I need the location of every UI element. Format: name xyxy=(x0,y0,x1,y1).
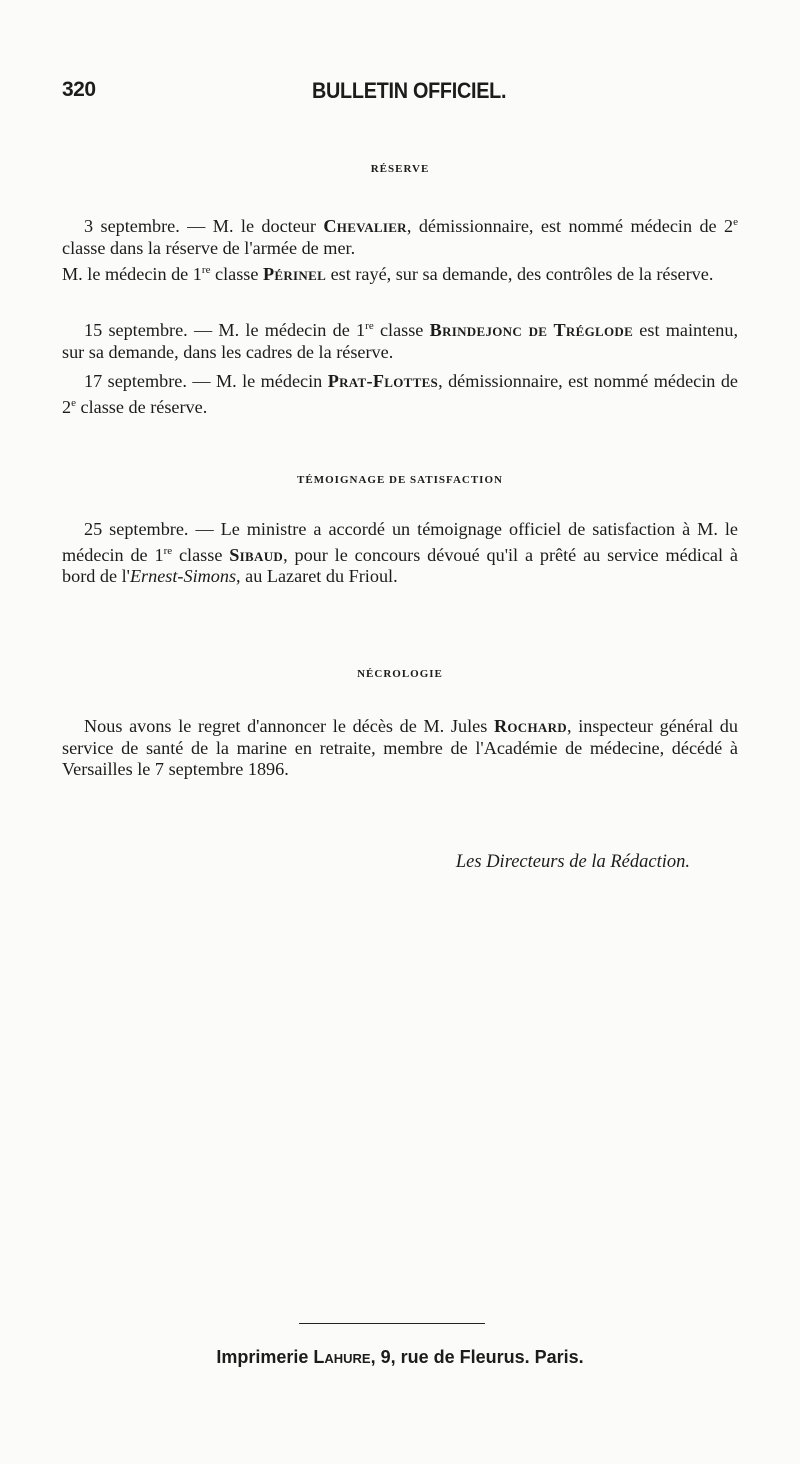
person-name: Brindejonc de Tréglode xyxy=(429,320,634,341)
paragraph-reserve-3: 15 septembre. — M. le médecin de 1re classe Brindejonc de Tréglode est maintenu, sur sa demande, dans les cadres de la réserve. xyxy=(62,320,738,362)
person-name: Chevalier xyxy=(323,216,407,237)
signature: Les Directeurs de la Rédaction. xyxy=(455,852,690,872)
section-title-temoignage: TÉMOIGNAGE DE SATISFACTION xyxy=(297,474,503,486)
running-title: BULLETIN OFFICIEL. xyxy=(312,78,507,103)
person-name: Rochard xyxy=(493,716,567,736)
page-number: 320 xyxy=(62,78,96,101)
printer-name: Lahure xyxy=(313,1347,371,1367)
person-name: Périnel xyxy=(262,264,327,285)
section-title-necrologie: NÉCROLOGIE xyxy=(357,668,443,680)
page-header xyxy=(62,78,738,110)
person-name: Prat-Flottes xyxy=(327,371,439,391)
paragraph-reserve-4: 17 septembre. — M. le médecin Prat-Flottes, démissionnaire, est nommé médecin de 2e classe de réserve. xyxy=(62,371,738,417)
divider-rule xyxy=(299,1323,485,1324)
person-name: Sibaud xyxy=(229,544,284,565)
paragraph-temoignage-1: 25 septembre. — Le ministre a accordé un témoignage officiel de satisfaction à M. le médecin de 1re classe Sibaud, pour le concours dévoué qu'il a prêté au service médical à bord de l'Ernest-Simons, au Lazaret du Frioul. xyxy=(62,519,738,587)
printer-imprint: Imprimerie Lahure, 9, rue de Fleurus. Paris. xyxy=(216,1347,584,1367)
paragraph-necrologie-1: Nous avons le regret d'annoncer le décès de M. Jules Rochard, inspecteur général du service de santé de la marine en retraite, membre de l'Académie de médecine, décédé à Versailles le 7 septembre 1896. xyxy=(62,716,738,779)
ship-name: Ernest-Simons xyxy=(129,566,237,587)
paragraph-reserve-1: 3 septembre. — M. le docteur Chevalier, démissionnaire, est nommé médecin de 2e classe dans la réserve de l'armée de mer. xyxy=(62,216,738,258)
section-title-reserve: RÉSERVE xyxy=(370,163,430,175)
paragraph-reserve-2: M. le médecin de 1re classe Périnel est rayé, sur sa demande, des contrôles de la réserve. xyxy=(62,264,714,285)
